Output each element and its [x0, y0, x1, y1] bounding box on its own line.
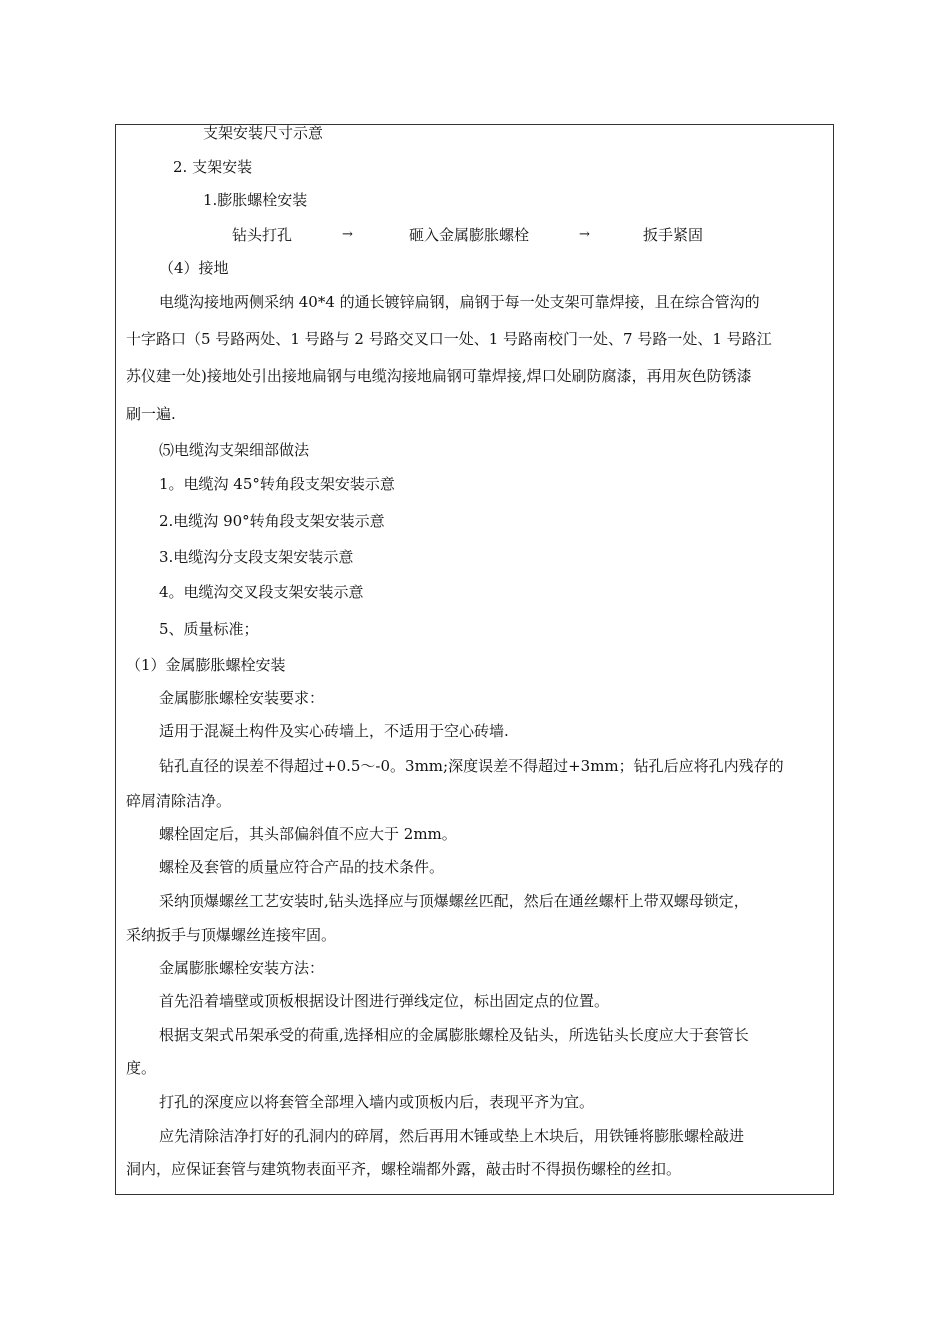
paragraph-line: 金属膨胀螺栓安装方法：	[159, 959, 325, 977]
paragraph-line: 钻孔直径的误差不得超过+0.5～-0。3mm;深度误差不得超过+3mm；钻孔后应将孔内残存的	[159, 757, 784, 775]
flow-step-insert-bolt: 砸入金属膨胀螺栓	[409, 226, 530, 244]
flow-step-drill: 钻头打孔	[232, 226, 293, 244]
flow-arrow-icon: →	[342, 227, 353, 242]
paragraph-line: 打孔的深度应以将套管全部埋入墙内或顶板内后，表现平齐为宜。	[159, 1093, 595, 1111]
paragraph-line: 刷一遍.	[126, 405, 176, 423]
list-item: 3.电缆沟分支段支架安装示意	[159, 548, 354, 566]
section-heading: ⑸电缆沟支架细部做法	[159, 441, 310, 459]
paragraph-line: 度。	[126, 1059, 157, 1077]
paragraph-line: 金属膨胀螺栓安装要求：	[159, 689, 325, 707]
paragraph-line: 应先清除洁净打好的孔洞内的碎屑，然后再用木锤或垫上木块后，用铁锤将膨胀螺栓敲进	[159, 1127, 745, 1145]
paragraph-line: 螺栓固定后，其头部偏斜值不应大于 2mm。	[159, 825, 457, 843]
paragraph-line: 首先沿着墙壁或顶板根据设计图进行弹线定位，标出固定点的位置。	[159, 992, 610, 1010]
list-item: 1。电缆沟 45°转角段支架安装示意	[159, 475, 395, 493]
paragraph-line: 螺栓及套管的质量应符合产品的技术条件。	[159, 858, 445, 876]
text-line: 支架安装尺寸示意	[203, 124, 324, 142]
flow-arrow-icon: →	[579, 227, 590, 242]
paragraph-line: 洞内，应保证套管与建筑物表面平齐，螺栓端都外露，敲击时不得损伤螺栓的丝扣。	[126, 1160, 682, 1178]
paragraph-line: 苏仪建一处)接地处引出接地扁钢与电缆沟接地扁钢可靠焊接,焊口处刷防腐漆，再用灰色防锈漆	[126, 367, 752, 385]
paragraph-line: 根据支架式吊架承受的荷重,选择相应的金属膨胀螺栓及钻头，所选钻头长度应大于套管长	[159, 1026, 749, 1044]
list-item: 2.电缆沟 90°转角段支架安装示意	[159, 512, 385, 530]
paragraph-line: 采纳顶爆螺丝工艺安装时,钻头选择应与顶爆螺丝匹配，然后在通丝螺杆上带双螺母锁定，	[159, 892, 749, 910]
section-heading: （4）接地	[159, 259, 229, 277]
section-heading: 5、质量标准；	[159, 620, 259, 638]
list-item: 4。电缆沟交叉段支架安装示意	[159, 583, 364, 601]
paragraph-line: 十字路口（5 号路两处、1 号路与 2 号路交叉口一处、1 号路南校门一处、7 号路一处、1 号路江	[126, 330, 772, 348]
section-heading: 2. 支架安装	[173, 158, 253, 176]
paragraph-line: 电缆沟接地两侧采纳 40*4 的通长镀锌扁钢，扁钢于每一处支架可靠焊接，且在综合管沟的	[159, 293, 760, 311]
subsection-heading: （1）金属膨胀螺栓安装	[126, 656, 286, 674]
flow-step-tighten: 扳手紧固	[643, 226, 704, 244]
paragraph-line: 适用于混凝土构件及实心砖墙上，不适用于空心砖墙.	[159, 722, 509, 740]
paragraph-line: 采纳扳手与顶爆螺丝连接牢固。	[126, 926, 337, 944]
subsection-heading: 1.膨胀螺栓安装	[203, 191, 308, 209]
paragraph-line: 碎屑清除洁净。	[126, 792, 232, 810]
